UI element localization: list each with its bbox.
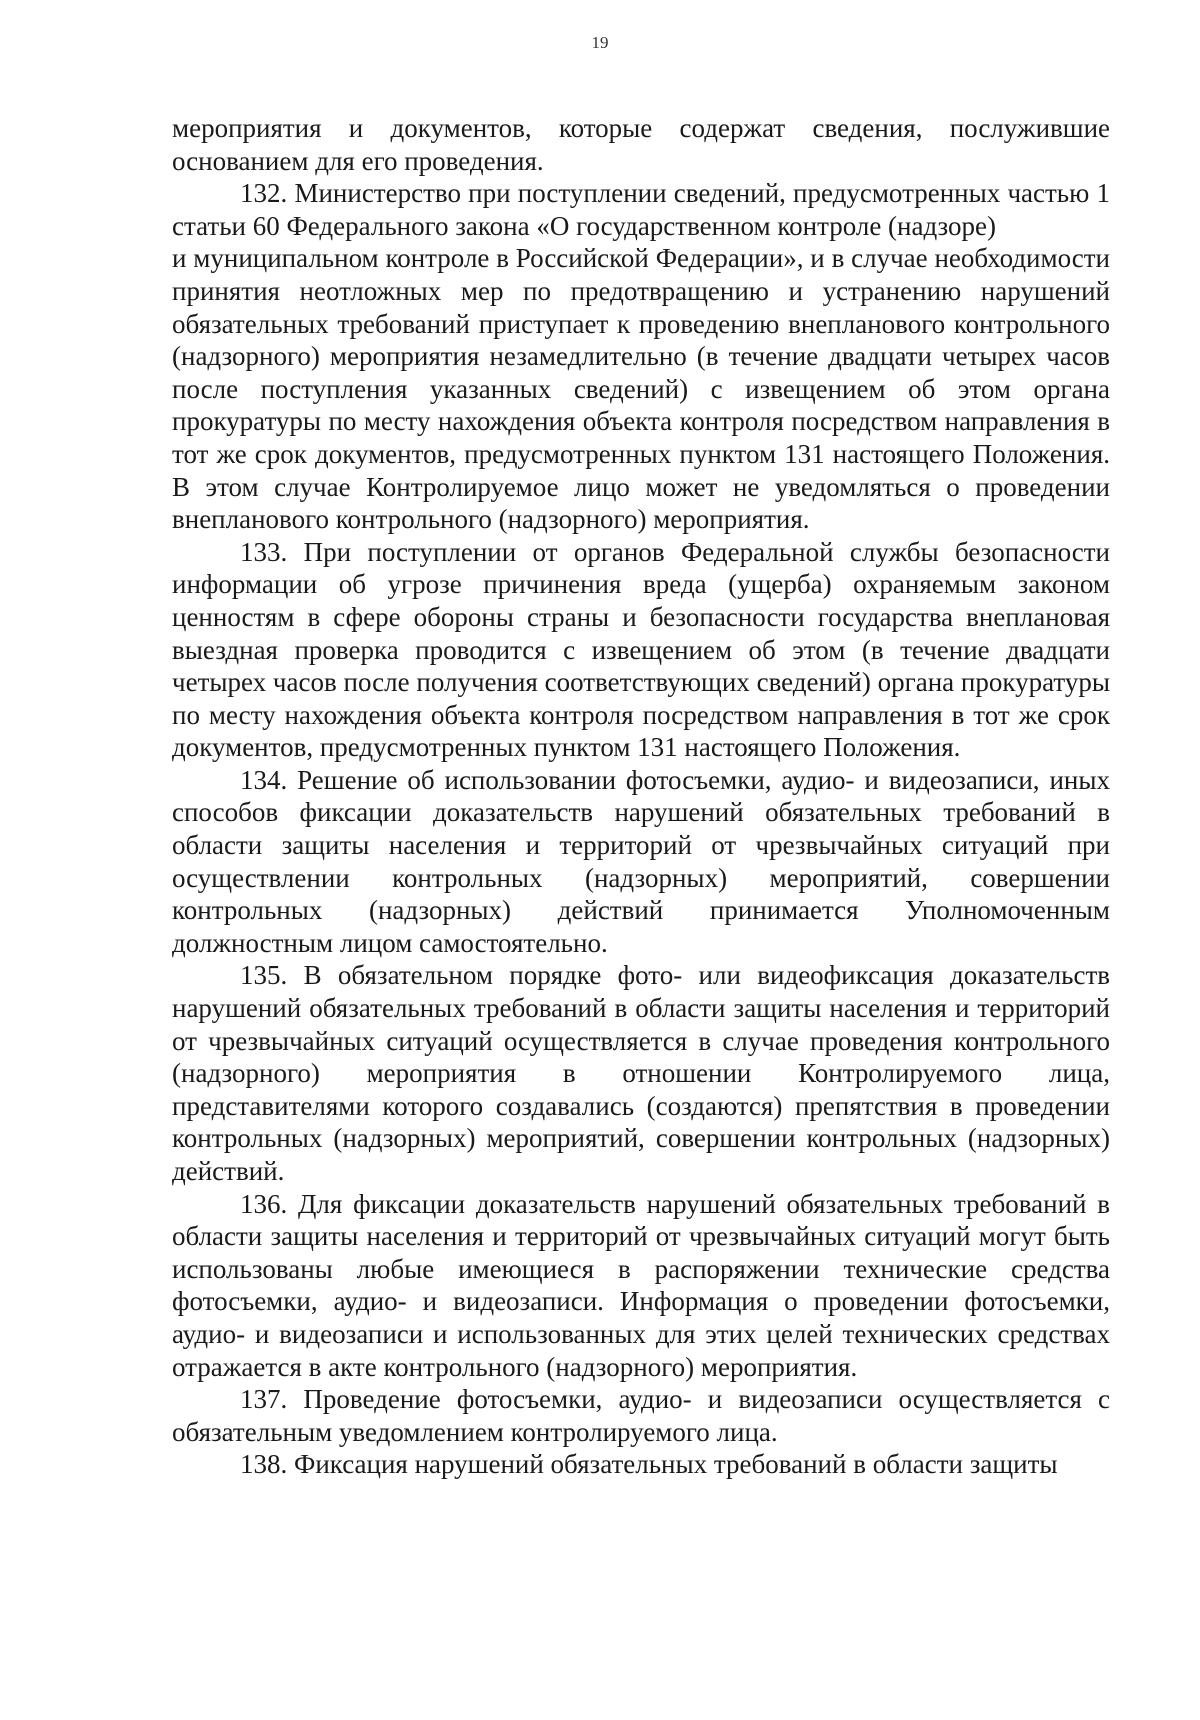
page-number: 19 <box>591 33 609 52</box>
document-body <box>172 112 1110 1481</box>
paragraph-137: 137. Проведение фотосъемки, аудио- и видеозаписи осуществляется с обязательным уведомлением контролируемого лица. <box>172 1384 1110 1447</box>
paragraph-136: 136. Для фиксации доказательств нарушений обязательных требований в области защиты населения и территорий от чрезвычайных ситуаций могут быть использованы любые имеющиеся в распоряжении технические средства фотосъемки, аудио- и видеозаписи. Информация о проведении фотосъемки, аудио- и видеозаписи и использованных для этих целей технических средствах отражается в акте контрольного (надзорного) мероприятия. <box>172 1188 1110 1382</box>
paragraph-continuation: мероприятия и документов, которые содержат сведения, послужившие основанием для его проведения. <box>172 113 1110 176</box>
paragraph-138: 138. Фиксация нарушений обязательных требований в области защиты <box>240 1449 1058 1480</box>
paragraph-135: 135. В обязательном порядке фото- или видеофиксация доказательств нарушений обязательных требований в области защиты населения и территорий от чрезвычайных ситуаций осуществляется в случае проведения контрольного (надзорного) мероприятия в отношении Контролируемого лица, представителями которого создавались (создаются) препятствия в проведении контрольных (надзорных) мероприятий, совершении контрольных (надзорных) действий. <box>172 960 1110 1186</box>
paragraph-133: 133. При поступлении от органов Федеральной службы безопасности информации об угрозе причинения вреда (ущерба) охраняемым законом ценностям в сфере обороны страны и безопасности государства внеплановая выездная проверка проводится с извещением об этом (в течение двадцати четырех часов после получения соответствующих сведений) органа прокуратуры по месту нахождения объекта контроля посредством направления в тот же срок документов, предусмотренных пунктом 131 настоящего Положения. <box>172 536 1110 763</box>
paragraph-132-start: 132. Министерство при поступлении сведений, предусмотренных частью 1 статьи 60 Федерального закона «О государственном контроле (надзоре) <box>172 178 1110 241</box>
paragraph-134: 134. Решение об использовании фотосъемки, аудио- и видеозаписи, иных способов фиксации доказательств нарушений обязательных требований в области защиты населения и территорий от чрезвычайных ситуаций при осуществлении контрольных (надзорных) мероприятий, совершении контрольных (надзорных) действий принимается Уполномоченным должностным лицом самостоятельно. <box>172 764 1110 958</box>
paragraph-132-continued: и муниципальном контроле в Российской Федерации», и в случае необходимости принятия неотложных мер по предотвращению и устранению нарушений обязательных требований приступает к проведению внепланового контрольного (надзорного) мероприятия незамедлительно (в течение двадцати четырех часов после поступления указанных сведений) с извещением об этом органа прокуратуры по месту нахождения объекта контроля посредством направления в тот же срок документов, предусмотренных пунктом 131 настоящего Положения. В этом случае Контролируемое лицо может не уведомляться о проведении внепланового контрольного (надзорного) мероприятия. <box>172 243 1110 535</box>
